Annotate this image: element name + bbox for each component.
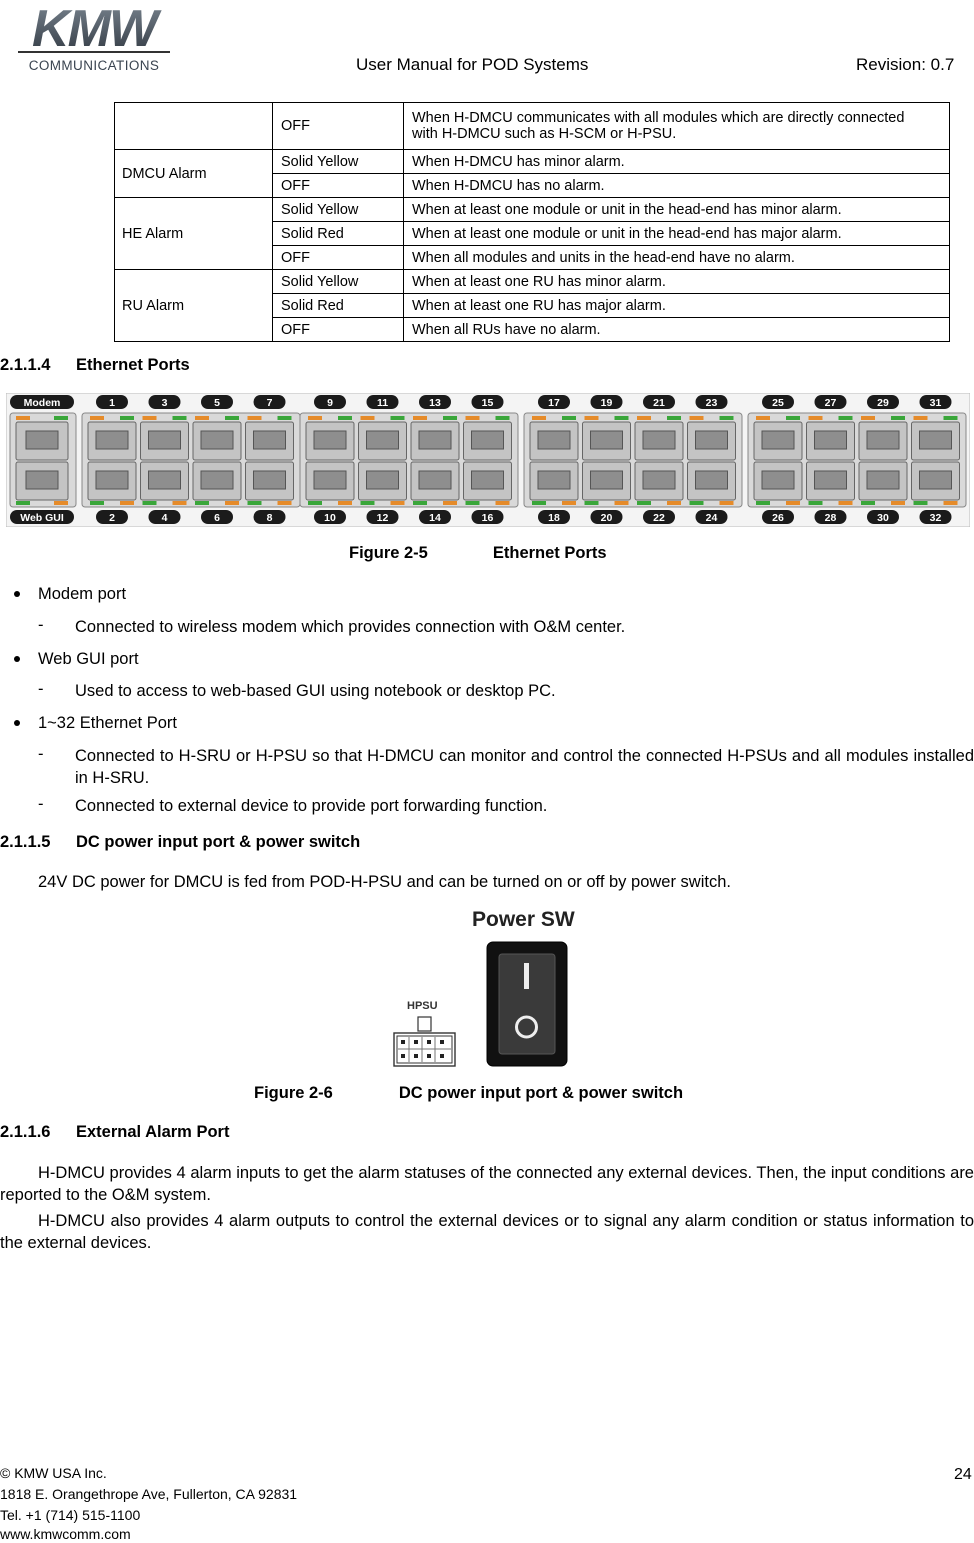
- port-label: 9: [327, 397, 333, 409]
- rj45-socket: [920, 471, 952, 489]
- port-label: 8: [266, 512, 273, 524]
- led-green: [466, 501, 480, 505]
- rj45-socket: [643, 471, 675, 489]
- port-label: 13: [429, 397, 441, 409]
- rj45-socket: [314, 431, 346, 449]
- port-label: 21: [653, 397, 665, 409]
- led-green: [225, 416, 239, 420]
- led-desc-cell: When H-DMCU communicates with all modules which are directly connected with H-DMCU such as H-SCM or H-PSU.: [404, 103, 950, 150]
- led-orange: [248, 416, 262, 420]
- rj45-socket: [538, 431, 570, 449]
- led-green: [143, 501, 157, 505]
- port-label: 16: [481, 512, 494, 524]
- section-title: Ethernet Ports: [76, 356, 190, 374]
- rj45-socket: [472, 471, 504, 489]
- led-green: [496, 416, 510, 420]
- figure-title: DC power input port & power switch: [398, 1084, 684, 1102]
- bullet-sub: Connected to wireless modem which provides connection with O&M center.: [75, 618, 626, 636]
- led-green: [413, 501, 427, 505]
- led-orange: [786, 501, 800, 505]
- led-orange: [361, 416, 375, 420]
- led-state-cell: OFF: [273, 246, 404, 270]
- led-state-cell: Solid Red: [273, 222, 404, 246]
- footer-website: www.kmwcomm.com: [0, 1526, 131, 1542]
- led-state-cell: OFF: [273, 174, 404, 198]
- bullet-dot: [14, 591, 20, 597]
- ethernet-ports-figure: [6, 393, 970, 527]
- led-green: [720, 416, 734, 420]
- port-label: 12: [376, 512, 389, 524]
- port-label: 14: [429, 512, 441, 524]
- led-desc-cell: When H-DMCU has no alarm.: [404, 174, 950, 198]
- figure-caption: [254, 1084, 683, 1103]
- led-green: [361, 501, 375, 505]
- rj45-socket: [696, 471, 728, 489]
- led-green: [278, 416, 292, 420]
- section-heading: [0, 1123, 229, 1142]
- led-orange: [839, 501, 853, 505]
- led-orange: [756, 416, 770, 420]
- led-state-cell: Solid Yellow: [273, 270, 404, 294]
- port-label: Modem: [23, 397, 61, 409]
- dash-marker: -: [38, 795, 44, 813]
- led-orange: [16, 416, 30, 420]
- led-orange: [338, 501, 352, 505]
- figure-title: Ethernet Ports: [492, 544, 607, 562]
- paragraph: H-DMCU provides 4 alarm inputs to get the alarm statuses of the connected any external devices. Then, the input conditions are reported to the O&M system.: [0, 1164, 974, 1204]
- port-label: 6: [214, 512, 220, 524]
- dash-marker: -: [38, 745, 44, 763]
- port-label: 22: [653, 512, 665, 524]
- port-label: 30: [877, 512, 889, 524]
- rj45-socket: [762, 471, 794, 489]
- led-status-table: [114, 102, 950, 342]
- led-green: [562, 416, 576, 420]
- led-desc-cell: When all modules and units in the head-end have no alarm.: [404, 246, 950, 270]
- led-green: [786, 416, 800, 420]
- led-state-cell: OFF: [273, 103, 404, 150]
- page-number: 24: [954, 1466, 972, 1483]
- led-group-cell: [115, 103, 273, 150]
- rj45-socket: [149, 471, 181, 489]
- rj45-socket: [920, 431, 952, 449]
- led-green: [891, 416, 905, 420]
- port-label: 28: [824, 512, 837, 524]
- port-label: 2: [109, 512, 115, 524]
- led-orange: [496, 501, 510, 505]
- port-label: Web GUI: [20, 512, 64, 524]
- rj45-socket: [201, 431, 233, 449]
- on-symbol: [524, 963, 529, 989]
- rj45-socket: [149, 431, 181, 449]
- led-orange: [615, 501, 629, 505]
- section-number: 2.1.1.6: [0, 1123, 51, 1141]
- led-green: [667, 416, 681, 420]
- rj45-socket: [762, 431, 794, 449]
- power-sw-title: Power SW: [472, 908, 575, 931]
- paragraph: H-DMCU also provides 4 alarm outputs to control the external devices or to signal any alarm condition or status information to the external devices.: [0, 1212, 974, 1252]
- bullet-label: 1~32 Ethernet Port: [38, 714, 177, 732]
- rj45-socket: [591, 431, 623, 449]
- bullet-sub: Connected to external device to provide port forwarding function.: [75, 797, 548, 815]
- rj45-socket: [201, 471, 233, 489]
- led-orange: [443, 501, 457, 505]
- led-green: [914, 501, 928, 505]
- led-green: [615, 416, 629, 420]
- bullet-label: Web GUI port: [38, 650, 139, 668]
- led-green: [756, 501, 770, 505]
- led-orange: [466, 416, 480, 420]
- figure-number: Figure 2-6: [254, 1084, 333, 1102]
- figure-number: Figure 2-5: [349, 544, 428, 562]
- rj45-socket: [815, 431, 847, 449]
- port-label: 26: [772, 512, 784, 524]
- led-green: [391, 416, 405, 420]
- rj45-socket: [815, 471, 847, 489]
- led-state-cell: Solid Yellow: [273, 198, 404, 222]
- footer-tel: Tel. +1 (714) 515-1100: [0, 1507, 141, 1523]
- rj45-socket: [314, 471, 346, 489]
- rj45-socket: [367, 471, 399, 489]
- rj45-socket: [96, 431, 128, 449]
- rj45-socket: [867, 431, 899, 449]
- led-green: [809, 501, 823, 505]
- svg-text:KMW: KMW: [32, 0, 156, 58]
- led-desc-cell: When at least one RU has major alarm.: [404, 294, 950, 318]
- section-heading: [0, 833, 360, 852]
- bullet-dot: [14, 656, 20, 662]
- rj45-socket: [419, 431, 451, 449]
- power-switch: [486, 941, 568, 1067]
- kmw-logo: [14, 0, 174, 78]
- led-orange: [562, 501, 576, 505]
- led-green: [585, 501, 599, 505]
- bullet-dot: [14, 720, 20, 726]
- revision-label: Revision: 0.7: [856, 55, 955, 74]
- section-title: External Alarm Port: [76, 1123, 230, 1141]
- led-green: [839, 416, 853, 420]
- section-title: DC power input port & power switch: [76, 833, 361, 851]
- led-desc-cell: When H-DMCU has minor alarm.: [404, 150, 950, 174]
- port-label: 23: [705, 397, 718, 409]
- port-label: 5: [214, 397, 220, 409]
- led-orange: [637, 416, 651, 420]
- led-green: [173, 416, 187, 420]
- bullet-sub: Used to access to web-based GUI using notebook or desktop PC.: [75, 682, 556, 700]
- port-label: 4: [161, 512, 168, 524]
- led-orange: [391, 501, 405, 505]
- led-green: [195, 501, 209, 505]
- hpsu-label: HPSU: [407, 1000, 438, 1012]
- port-label: 25: [772, 397, 784, 409]
- led-orange: [278, 501, 292, 505]
- rj45-socket: [26, 431, 58, 449]
- port-label: 31: [929, 397, 942, 409]
- port-label: 18: [548, 512, 560, 524]
- led-green: [637, 501, 651, 505]
- led-orange: [690, 416, 704, 420]
- table-row: [115, 103, 950, 150]
- led-orange: [173, 501, 187, 505]
- table-row: [115, 270, 950, 294]
- document-title: User Manual for POD Systems: [356, 55, 589, 74]
- rj45-socket: [591, 471, 623, 489]
- port-label: 32: [929, 512, 942, 524]
- port-label: 1: [109, 397, 115, 409]
- port-label: 20: [600, 512, 613, 524]
- led-state-cell: Solid Red: [273, 294, 404, 318]
- led-green: [338, 416, 352, 420]
- dash-marker: -: [38, 616, 44, 634]
- led-orange: [90, 416, 104, 420]
- bullet-sub: Connected to H-SRU or H-PSU so that H-DMCU can monitor and control the connected H-PSUs and all modules installed in H-SRU.: [75, 747, 974, 787]
- section-body: 24V DC power for DMCU is fed from POD-H-PSU and can be turned on or off by power switch.: [38, 873, 731, 891]
- dash-marker: -: [38, 680, 44, 698]
- led-desc-cell: When at least one module or unit in the head-end has minor alarm.: [404, 198, 950, 222]
- rj45-socket: [367, 431, 399, 449]
- rj45-socket: [643, 431, 675, 449]
- port-label: 29: [877, 397, 889, 409]
- port-label: 10: [324, 512, 336, 524]
- footer-copyright: © KMW USA Inc.: [0, 1465, 107, 1481]
- rj45-socket: [538, 471, 570, 489]
- led-green: [308, 501, 322, 505]
- led-orange: [891, 501, 905, 505]
- led-green: [248, 501, 262, 505]
- led-green: [443, 416, 457, 420]
- led-green: [54, 416, 68, 420]
- led-state-cell: OFF: [273, 318, 404, 342]
- led-group-cell: RU Alarm: [115, 270, 273, 342]
- port-label: 3: [161, 397, 168, 409]
- led-orange: [195, 416, 209, 420]
- port-label: 11: [376, 397, 389, 409]
- port-label: 17: [548, 397, 560, 409]
- rj45-socket: [696, 431, 728, 449]
- rj45-socket: [867, 471, 899, 489]
- led-green: [16, 501, 30, 505]
- led-orange: [308, 416, 322, 420]
- led-orange: [54, 501, 68, 505]
- port-label: 7: [266, 397, 273, 409]
- led-orange: [944, 501, 958, 505]
- rj45-socket: [254, 431, 286, 449]
- port-label: 15: [481, 397, 494, 409]
- led-state-cell: Solid Yellow: [273, 150, 404, 174]
- led-orange: [143, 416, 157, 420]
- section-heading: [0, 356, 190, 375]
- port-label: 27: [824, 397, 837, 409]
- footer-address: 1818 E. Orangethrope Ave, Fullerton, CA 92831: [0, 1486, 298, 1502]
- port-label: 19: [600, 397, 613, 409]
- led-desc-cell: When at least one RU has minor alarm.: [404, 270, 950, 294]
- led-group-cell: HE Alarm: [115, 198, 273, 270]
- section-number: 2.1.1.4: [0, 356, 51, 374]
- led-desc-cell: When all RUs have no alarm.: [404, 318, 950, 342]
- led-green: [861, 501, 875, 505]
- rj45-socket: [419, 471, 451, 489]
- rj45-socket: [96, 471, 128, 489]
- led-orange: [585, 416, 599, 420]
- led-green: [532, 501, 546, 505]
- svg-text:COMMUNICATIONS: COMMUNICATIONS: [28, 58, 160, 73]
- rj45-socket: [472, 431, 504, 449]
- led-orange: [667, 501, 681, 505]
- led-orange: [413, 416, 427, 420]
- led-orange: [809, 416, 823, 420]
- figure-caption: [349, 544, 607, 563]
- rj45-socket: [254, 471, 286, 489]
- led-green: [944, 416, 958, 420]
- table-row: [115, 150, 950, 174]
- led-green: [690, 501, 704, 505]
- led-group-cell: DMCU Alarm: [115, 150, 273, 198]
- led-desc-cell: When at least one module or unit in the head-end has major alarm.: [404, 222, 950, 246]
- led-orange: [532, 416, 546, 420]
- hpsu-connector: [393, 1016, 457, 1068]
- led-orange: [861, 416, 875, 420]
- led-orange: [120, 501, 134, 505]
- bullet-label: Modem port: [38, 585, 127, 603]
- led-orange: [720, 501, 734, 505]
- port-label: 24: [705, 512, 718, 524]
- led-orange: [914, 416, 928, 420]
- led-green: [90, 501, 104, 505]
- led-green: [120, 416, 134, 420]
- rj45-socket: [26, 471, 58, 489]
- section-number: 2.1.1.5: [0, 833, 51, 851]
- table-row: [115, 198, 950, 222]
- led-orange: [225, 501, 239, 505]
